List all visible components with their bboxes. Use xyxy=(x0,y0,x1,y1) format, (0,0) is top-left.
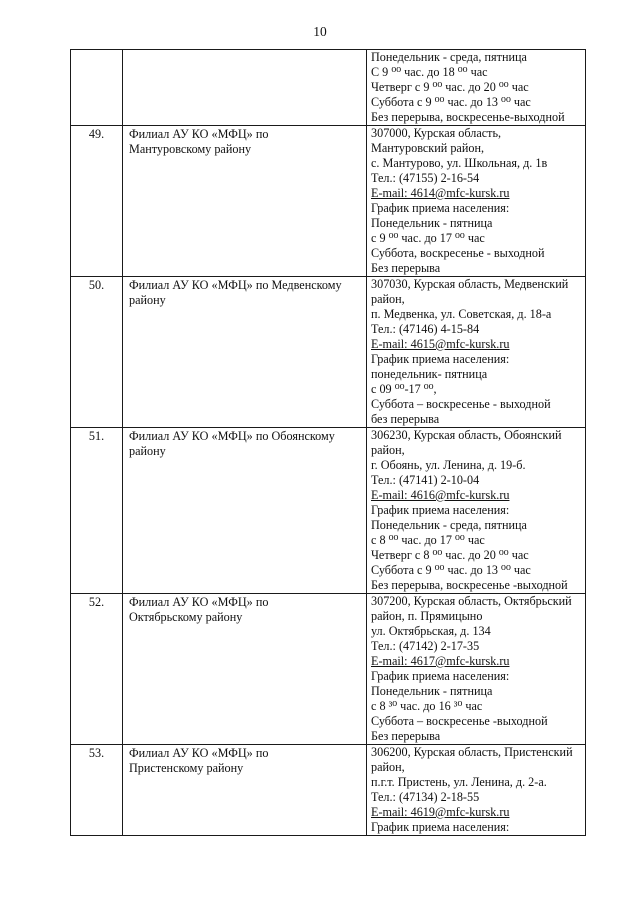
info-line: п. Медвенка, ул. Советская, д. 18-а xyxy=(371,307,552,321)
table-body xyxy=(71,50,586,836)
info-line: 307030, Курская область, Медвенский xyxy=(371,277,569,291)
info-line: График приема населения: xyxy=(371,820,510,834)
info-line: Без перерыва xyxy=(371,729,441,743)
row-number: 51. xyxy=(71,428,123,594)
info-line: Понедельник - среда, пятница xyxy=(371,518,527,532)
info-line: Понедельник - пятница xyxy=(371,684,493,698)
branch-name xyxy=(123,50,367,126)
info-line: район, xyxy=(371,760,405,774)
info-line: г. Обоянь, ул. Ленина, д. 19-б. xyxy=(371,458,526,472)
info-line: 307000, Курская область, xyxy=(371,126,502,140)
info-line: 306230, Курская область, Обоянский xyxy=(371,428,562,442)
info-line: График приема населения: xyxy=(371,503,510,517)
info-line: 307200, Курская область, Октябрьский xyxy=(371,594,572,608)
info-line: Без перерыва xyxy=(371,261,441,275)
branch-name-line: Филиал АУ КО «МФЦ» по xyxy=(129,595,269,609)
row-number: 53. xyxy=(71,745,123,836)
branch-name-line: Октябрьскому району xyxy=(129,610,243,624)
branch-name-line: Филиал АУ КО «МФЦ» по Обоянскому xyxy=(129,429,335,443)
branch-name-line: району xyxy=(129,444,166,458)
info-line: Мантуровский район, xyxy=(371,141,485,155)
table-row xyxy=(71,594,586,745)
info-line: Суббота – воскресенье -выходной xyxy=(371,714,548,728)
info-line: район, п. Прямицыно xyxy=(371,609,483,623)
info-line: без перерыва xyxy=(371,412,440,426)
info-line: График приема населения: xyxy=(371,669,510,683)
email-link[interactable]: E-mail: 4614@mfc-kursk.ru xyxy=(371,186,510,200)
branch-info xyxy=(367,745,586,836)
info-line: 306200, Курская область, Пристенский xyxy=(371,745,573,759)
branch-info xyxy=(367,277,586,428)
row-number: 49. xyxy=(71,126,123,277)
row-number xyxy=(71,50,123,126)
info-line: Четверг с 9 ⁰⁰ час. до 20 ⁰⁰ час xyxy=(371,80,529,94)
table-row xyxy=(71,126,586,277)
info-line: с 8 ³⁰ час. до 16 ³⁰ час xyxy=(371,699,483,713)
row-number: 52. xyxy=(71,594,123,745)
info-line: с 09 ⁰⁰-17 ⁰⁰, xyxy=(371,382,437,396)
branch-name-line: Мантуровскому району xyxy=(129,142,252,156)
branch-info xyxy=(367,428,586,594)
info-line: с 9 ⁰⁰ час. до 17 ⁰⁰ час xyxy=(371,231,485,245)
branch-name-line: Филиал АУ КО «МФЦ» по Медвенскому xyxy=(129,278,342,292)
table-row xyxy=(71,745,586,836)
info-line: Тел.: (47146) 4-15-84 xyxy=(371,322,480,336)
info-line: Тел.: (47141) 2-10-04 xyxy=(371,473,480,487)
email-link[interactable]: E-mail: 4619@mfc-kursk.ru xyxy=(371,805,510,819)
branch-name-line: Филиал АУ КО «МФЦ» по xyxy=(129,127,269,141)
info-line: Понедельник - среда, пятница xyxy=(371,50,527,64)
email-link[interactable]: E-mail: 4616@mfc-kursk.ru xyxy=(371,488,510,502)
branch-info xyxy=(367,50,586,126)
info-line: п.г.т. Пристень, ул. Ленина, д. 2-а. xyxy=(371,775,547,789)
mfc-branches-table xyxy=(70,49,586,836)
branch-info xyxy=(367,594,586,745)
email-link[interactable]: E-mail: 4615@mfc-kursk.ru xyxy=(371,337,510,351)
info-line: Понедельник - пятница xyxy=(371,216,493,230)
branch-name-line: Пристенскому району xyxy=(129,761,244,775)
info-line: понедельник- пятница xyxy=(371,367,488,381)
email-link[interactable]: E-mail: 4617@mfc-kursk.ru xyxy=(371,654,510,668)
info-line: Без перерыва, воскресенье-выходной xyxy=(371,110,565,124)
info-line: Суббота с 9 ⁰⁰ час. до 13 ⁰⁰ час xyxy=(371,563,531,577)
info-line: Тел.: (47134) 2-18-55 xyxy=(371,790,480,804)
info-line: район, xyxy=(371,292,405,306)
info-line: С 9 ⁰⁰ час. до 18 ⁰⁰ час xyxy=(371,65,488,79)
info-line: Тел.: (47142) 2-17-35 xyxy=(371,639,480,653)
table-row xyxy=(71,428,586,594)
row-number: 50. xyxy=(71,277,123,428)
table-row xyxy=(71,50,586,126)
branch-info xyxy=(367,126,586,277)
info-line: Суббота, воскресенье - выходной xyxy=(371,246,545,260)
info-line: График приема населения: xyxy=(371,201,510,215)
info-line: с 8 ⁰⁰ час. до 17 ⁰⁰ час xyxy=(371,533,485,547)
branch-name xyxy=(123,126,367,277)
info-line: ул. Октябрьская, д. 134 xyxy=(371,624,491,638)
branch-name xyxy=(123,594,367,745)
info-line: График приема населения: xyxy=(371,352,510,366)
page-number: 10 xyxy=(313,24,327,39)
info-line: Суббота – воскресенье - выходной xyxy=(371,397,551,411)
info-line: Суббота с 9 ⁰⁰ час. до 13 ⁰⁰ час xyxy=(371,95,531,109)
branch-name-line: Филиал АУ КО «МФЦ» по xyxy=(129,746,269,760)
branch-name xyxy=(123,745,367,836)
branch-name xyxy=(123,428,367,594)
info-line: с. Мантурово, ул. Школьная, д. 1в xyxy=(371,156,548,170)
info-line: Четверг с 8 ⁰⁰ час. до 20 ⁰⁰ час xyxy=(371,548,529,562)
info-line: Без перерыва, воскресенье -выходной xyxy=(371,578,568,592)
table-row xyxy=(71,277,586,428)
info-line: Тел.: (47155) 2-16-54 xyxy=(371,171,480,185)
branch-name-line: району xyxy=(129,293,166,307)
branch-name xyxy=(123,277,367,428)
info-line: район, xyxy=(371,443,405,457)
